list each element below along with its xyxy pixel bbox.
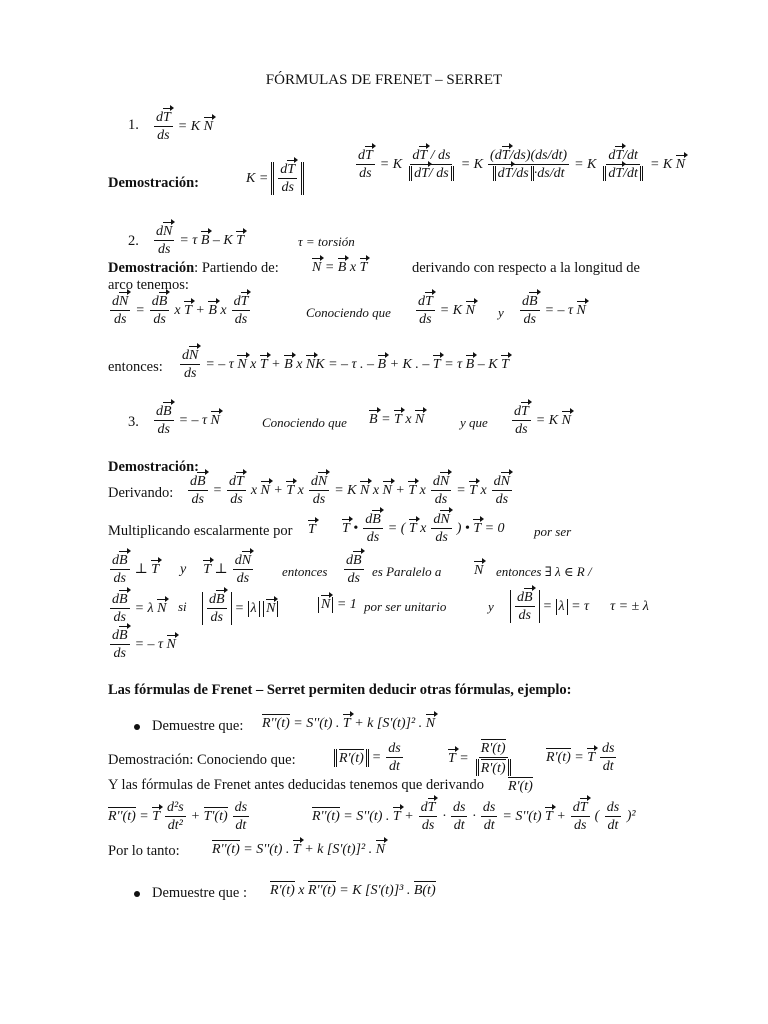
- curvature-definition: K = $\frac{dT}{ds}$: [246, 162, 304, 195]
- si-text: si: [178, 599, 187, 614]
- cross-product-formula: R'(t) x R''(t) = K [S'(t)]³ . B(t): [270, 883, 436, 898]
- item-number-3: 3.: [128, 414, 139, 430]
- demostracion-conociendo-text: Demostración: Conociendo que:: [108, 752, 296, 768]
- derivative-n-expansion: $\frac{dN}{ds}$ = $\frac{dB}{ds}$ x T + B x $\frac{dT}{ds}$: [112, 294, 249, 327]
- formula-2: $\frac{dN}{ds}$ = τ B – K T: [156, 224, 245, 257]
- derivando-label: Derivando:: [108, 485, 174, 501]
- page-title: FÓRMULAS DE FRENET – SERRET: [265, 72, 503, 88]
- y-que-text: y que: [460, 415, 488, 430]
- por-ser-text: por ser: [534, 524, 572, 539]
- item-number-1: 1.: [128, 117, 139, 133]
- known-dt-ds-3: $\frac{dT}{ds}$ = K N: [514, 404, 571, 437]
- second-derivative-expansion: R''(t) = T $\frac{\text{d²s}}{\text{dt²}}$ + T'(t) $\frac{ds}{dt}$: [108, 800, 248, 833]
- torsion-definition: τ = torsión: [298, 234, 355, 249]
- known-db-ds: $\frac{dB}{ds}$ = – τ N: [522, 294, 586, 327]
- known-dt-ds: $\frac{dT}{ds}$ = K N: [418, 294, 475, 327]
- demostracion-label-1: Demostración:: [108, 175, 200, 191]
- dot-product-equation: T • $\frac{dB}{ds}$ = ( T x $\frac{dN}{ds}$ ) • T = 0: [342, 512, 505, 545]
- velocity-tangent: R'(t) = T $\frac{ds}{dt}$: [546, 741, 615, 774]
- binormal-definition: N = B x T: [312, 260, 368, 275]
- lambda-relation: $\frac{dB}{ds}$ = λ N: [112, 592, 167, 625]
- demostracion-label-3: Demostración:: [108, 459, 200, 475]
- second-derivative-formula: R''(t) = S''(t) . T + k [S'(t)]² . N: [262, 716, 436, 731]
- demuestre-1-line: [134, 718, 243, 735]
- vector-t: T: [308, 522, 316, 537]
- unit-norm-n: N = 1: [318, 597, 357, 613]
- bullet-icon: [134, 891, 140, 897]
- second-derivative-chain: R''(t) = S''(t) . T + $\frac{dT}{ds}$ · $\frac{ds}{dt}$ · $\frac{ds}{dt}$ = S''(t) T + $\frac{dT}{ds}$ ( $\frac{ds}{dt}$ )²: [312, 800, 636, 833]
- formula-3-result: $\frac{dB}{ds}$ = – τ N: [112, 628, 176, 661]
- perpendicular-relations: $\frac{dB}{ds}$ ⊥ T y T ⊥ $\frac{dN}{ds}$: [112, 553, 252, 586]
- entonces-exists-text: entonces ∃ λ ∈ R /: [496, 564, 592, 579]
- y-las-formulas-text: Y las fórmulas de Frenet antes deducidas tenemos que derivando: [108, 777, 484, 793]
- conociendo-text: Conociendo que: [306, 305, 391, 320]
- permiten-deducir-text: Las fórmulas de Frenet – Serret permiten deducir otras fórmulas, ejemplo:: [108, 682, 572, 698]
- result-formula-2: $\frac{dN}{ds}$ = – τ N x T + B x NK = – τ . – B + K . – T = τ B – K T: [182, 348, 509, 381]
- formula-1-proof: $\frac{dT}{ds}$ = K dT / ds d T / ds = K (dT/ds)(ds/dt) d T /ds ·ds/dt = K dT/dt d T /dt = K N: [358, 148, 686, 181]
- unit-tangent: T = $\frac{R'(t)}{R'(t)}$: [448, 741, 515, 776]
- demuestre-2-line: [134, 885, 247, 902]
- y-text: y: [498, 305, 504, 320]
- derivative-b-expansion: $\frac{dB}{ds}$ = $\frac{dT}{ds}$ x N + T x $\frac{dN}{ds}$ = K N x N + T x $\frac{dN}{ds}$ = T x $\frac{dN}{ds}$: [190, 474, 511, 507]
- y-text-2: y: [488, 599, 494, 614]
- formula-1: $\frac{dT}{ds}$ = K N: [156, 110, 213, 143]
- arco-text: arco tenemos:: [108, 277, 189, 293]
- por-ser-unitario-text: por ser unitario: [364, 599, 447, 614]
- por-lo-tanto-text: Por lo tanto:: [108, 843, 180, 859]
- entonces-label: entonces:: [108, 359, 163, 375]
- derivando-respecto-text: derivando con respecto a la longitud de: [412, 260, 640, 276]
- norm-relation: $\frac{dB}{ds}$ = λ N: [202, 592, 278, 625]
- known-b: B = T x N: [369, 412, 425, 427]
- second-derivative-result: R''(t) = S''(t) . T + k [S'(t)]² . N: [212, 842, 386, 857]
- r-prime: R'(t): [508, 779, 533, 794]
- formula-3: $\frac{dB}{ds}$ = – τ N: [156, 404, 220, 437]
- item-number-2: 2.: [128, 233, 139, 249]
- partiendo-text: : Partiendo de:: [194, 260, 279, 276]
- bullet-icon: [134, 724, 140, 730]
- db-ds-parallel: $\frac{dB}{ds}$: [346, 553, 362, 586]
- torsion-lambda: $\frac{dB}{ds}$ = λ = τ τ = ± λ: [510, 590, 649, 623]
- demuestre-1-text: Demuestre que:: [152, 718, 244, 734]
- conociendo-3-text: Conociendo que: [262, 415, 347, 430]
- multiplicando-text: Multiplicando escalarmente por: [108, 523, 293, 539]
- es-paralelo-text: es Paralelo a: [372, 564, 442, 579]
- speed-norm: R'(t) = $\frac{ds}{dt}$: [334, 741, 405, 774]
- demostracion-label-2: Demostración: [108, 260, 195, 276]
- vector-n-parallel: N: [474, 563, 484, 578]
- entonces-2-text: entonces: [282, 564, 328, 579]
- demuestre-2-text: Demuestre que :: [152, 885, 248, 901]
- demostracion-2-line: [108, 260, 279, 277]
